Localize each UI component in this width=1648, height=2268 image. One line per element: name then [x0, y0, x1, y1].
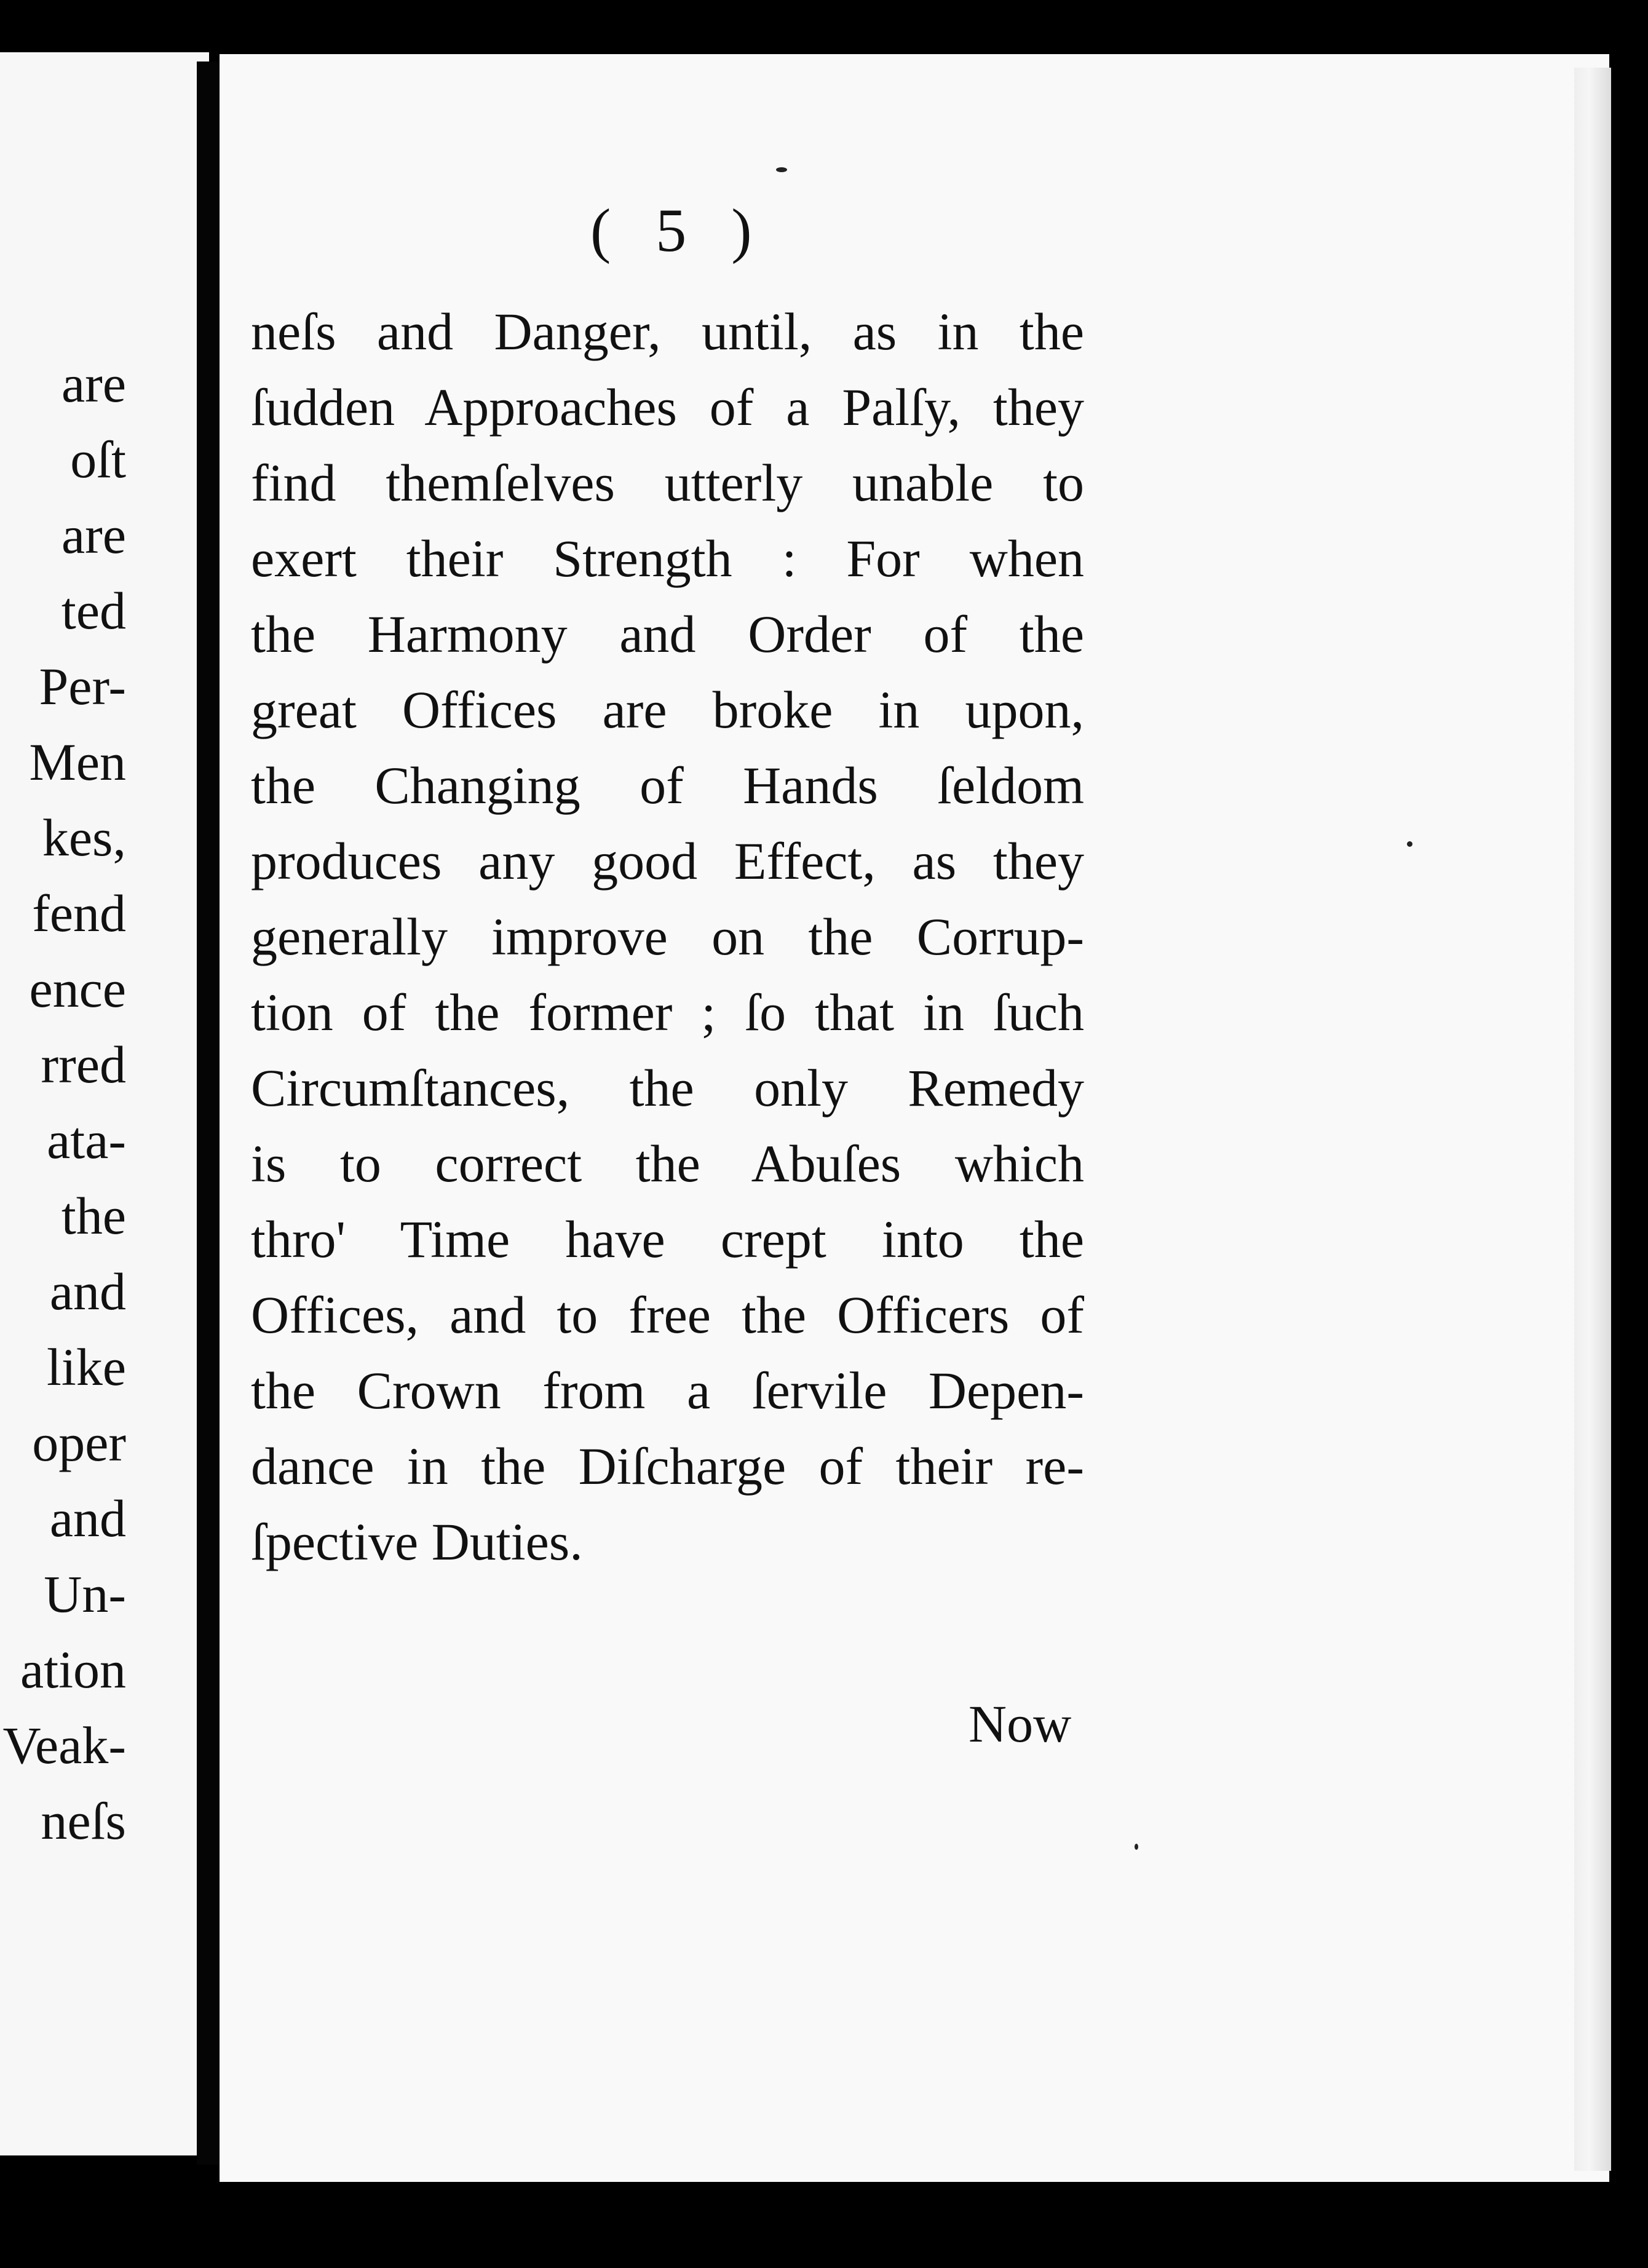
- facing-line: the: [61, 1186, 126, 1245]
- facing-line: rred: [41, 1035, 126, 1094]
- text-line: dance in the Diſcharge of their re-: [251, 1437, 1084, 1496]
- facing-line: Men: [29, 732, 126, 791]
- facing-line: are: [61, 354, 126, 413]
- facing-line: are: [61, 506, 126, 565]
- text-line: tion of the former ; ſo that in ſuch: [251, 983, 1084, 1042]
- text-line: ſudden Approaches of a Palſy, they: [251, 378, 1084, 437]
- facing-line: ence: [29, 959, 126, 1018]
- facing-line: ata-: [47, 1111, 126, 1170]
- facing-line: ted: [61, 581, 126, 640]
- facing-line: and: [49, 1489, 126, 1548]
- page-number: ( 5 ): [590, 196, 767, 264]
- text-line: neſs and Danger, until, as in the: [251, 302, 1084, 361]
- ink-speck: [1135, 1844, 1138, 1850]
- facing-line: and: [49, 1262, 126, 1321]
- text-line: exert their Strength : For when: [251, 529, 1084, 588]
- facing-line: like: [47, 1338, 126, 1397]
- text-line: thro' Time have crept into the: [251, 1210, 1084, 1269]
- facing-line: neſs: [41, 1791, 126, 1850]
- ink-speck: [1407, 841, 1412, 847]
- facing-line: oſt: [70, 430, 126, 489]
- text-line: Offices, and to free the Officers of: [251, 1285, 1084, 1344]
- facing-line: Veak-: [2, 1716, 126, 1775]
- text-line: produces any good Effect, as they: [251, 831, 1084, 890]
- catchword: Now: [969, 1694, 1072, 1753]
- facing-page-left: [0, 52, 209, 2155]
- facing-line: Un-: [44, 1564, 126, 1624]
- book-gutter: [197, 61, 221, 2165]
- text-line: the Changing of Hands ſeldom: [251, 756, 1084, 815]
- facing-line: ation: [20, 1640, 126, 1699]
- page-edge-strip: [1574, 68, 1611, 2171]
- text-line: generally improve on the Corrup-: [251, 907, 1084, 966]
- page-body-text: [251, 294, 1084, 1580]
- facing-page-text: [0, 346, 126, 1859]
- text-line: find themſelves utterly unable to: [251, 453, 1084, 512]
- text-line: is to correct the Abuſes which: [251, 1134, 1084, 1193]
- text-line: the Harmony and Order of the: [251, 605, 1084, 664]
- text-line: Circumſtances, the only Remedy: [251, 1058, 1084, 1117]
- facing-line: oper: [32, 1413, 126, 1472]
- facing-line: fend: [32, 884, 126, 943]
- text-line: the Crown from a ſervile Depen-: [251, 1361, 1084, 1420]
- facing-line: kes,: [42, 808, 126, 867]
- facing-line: Per-: [39, 657, 126, 716]
- text-line: great Offices are broke in upon,: [251, 680, 1084, 739]
- ink-speck: [776, 167, 787, 172]
- text-line: ſpective Duties.: [251, 1512, 583, 1571]
